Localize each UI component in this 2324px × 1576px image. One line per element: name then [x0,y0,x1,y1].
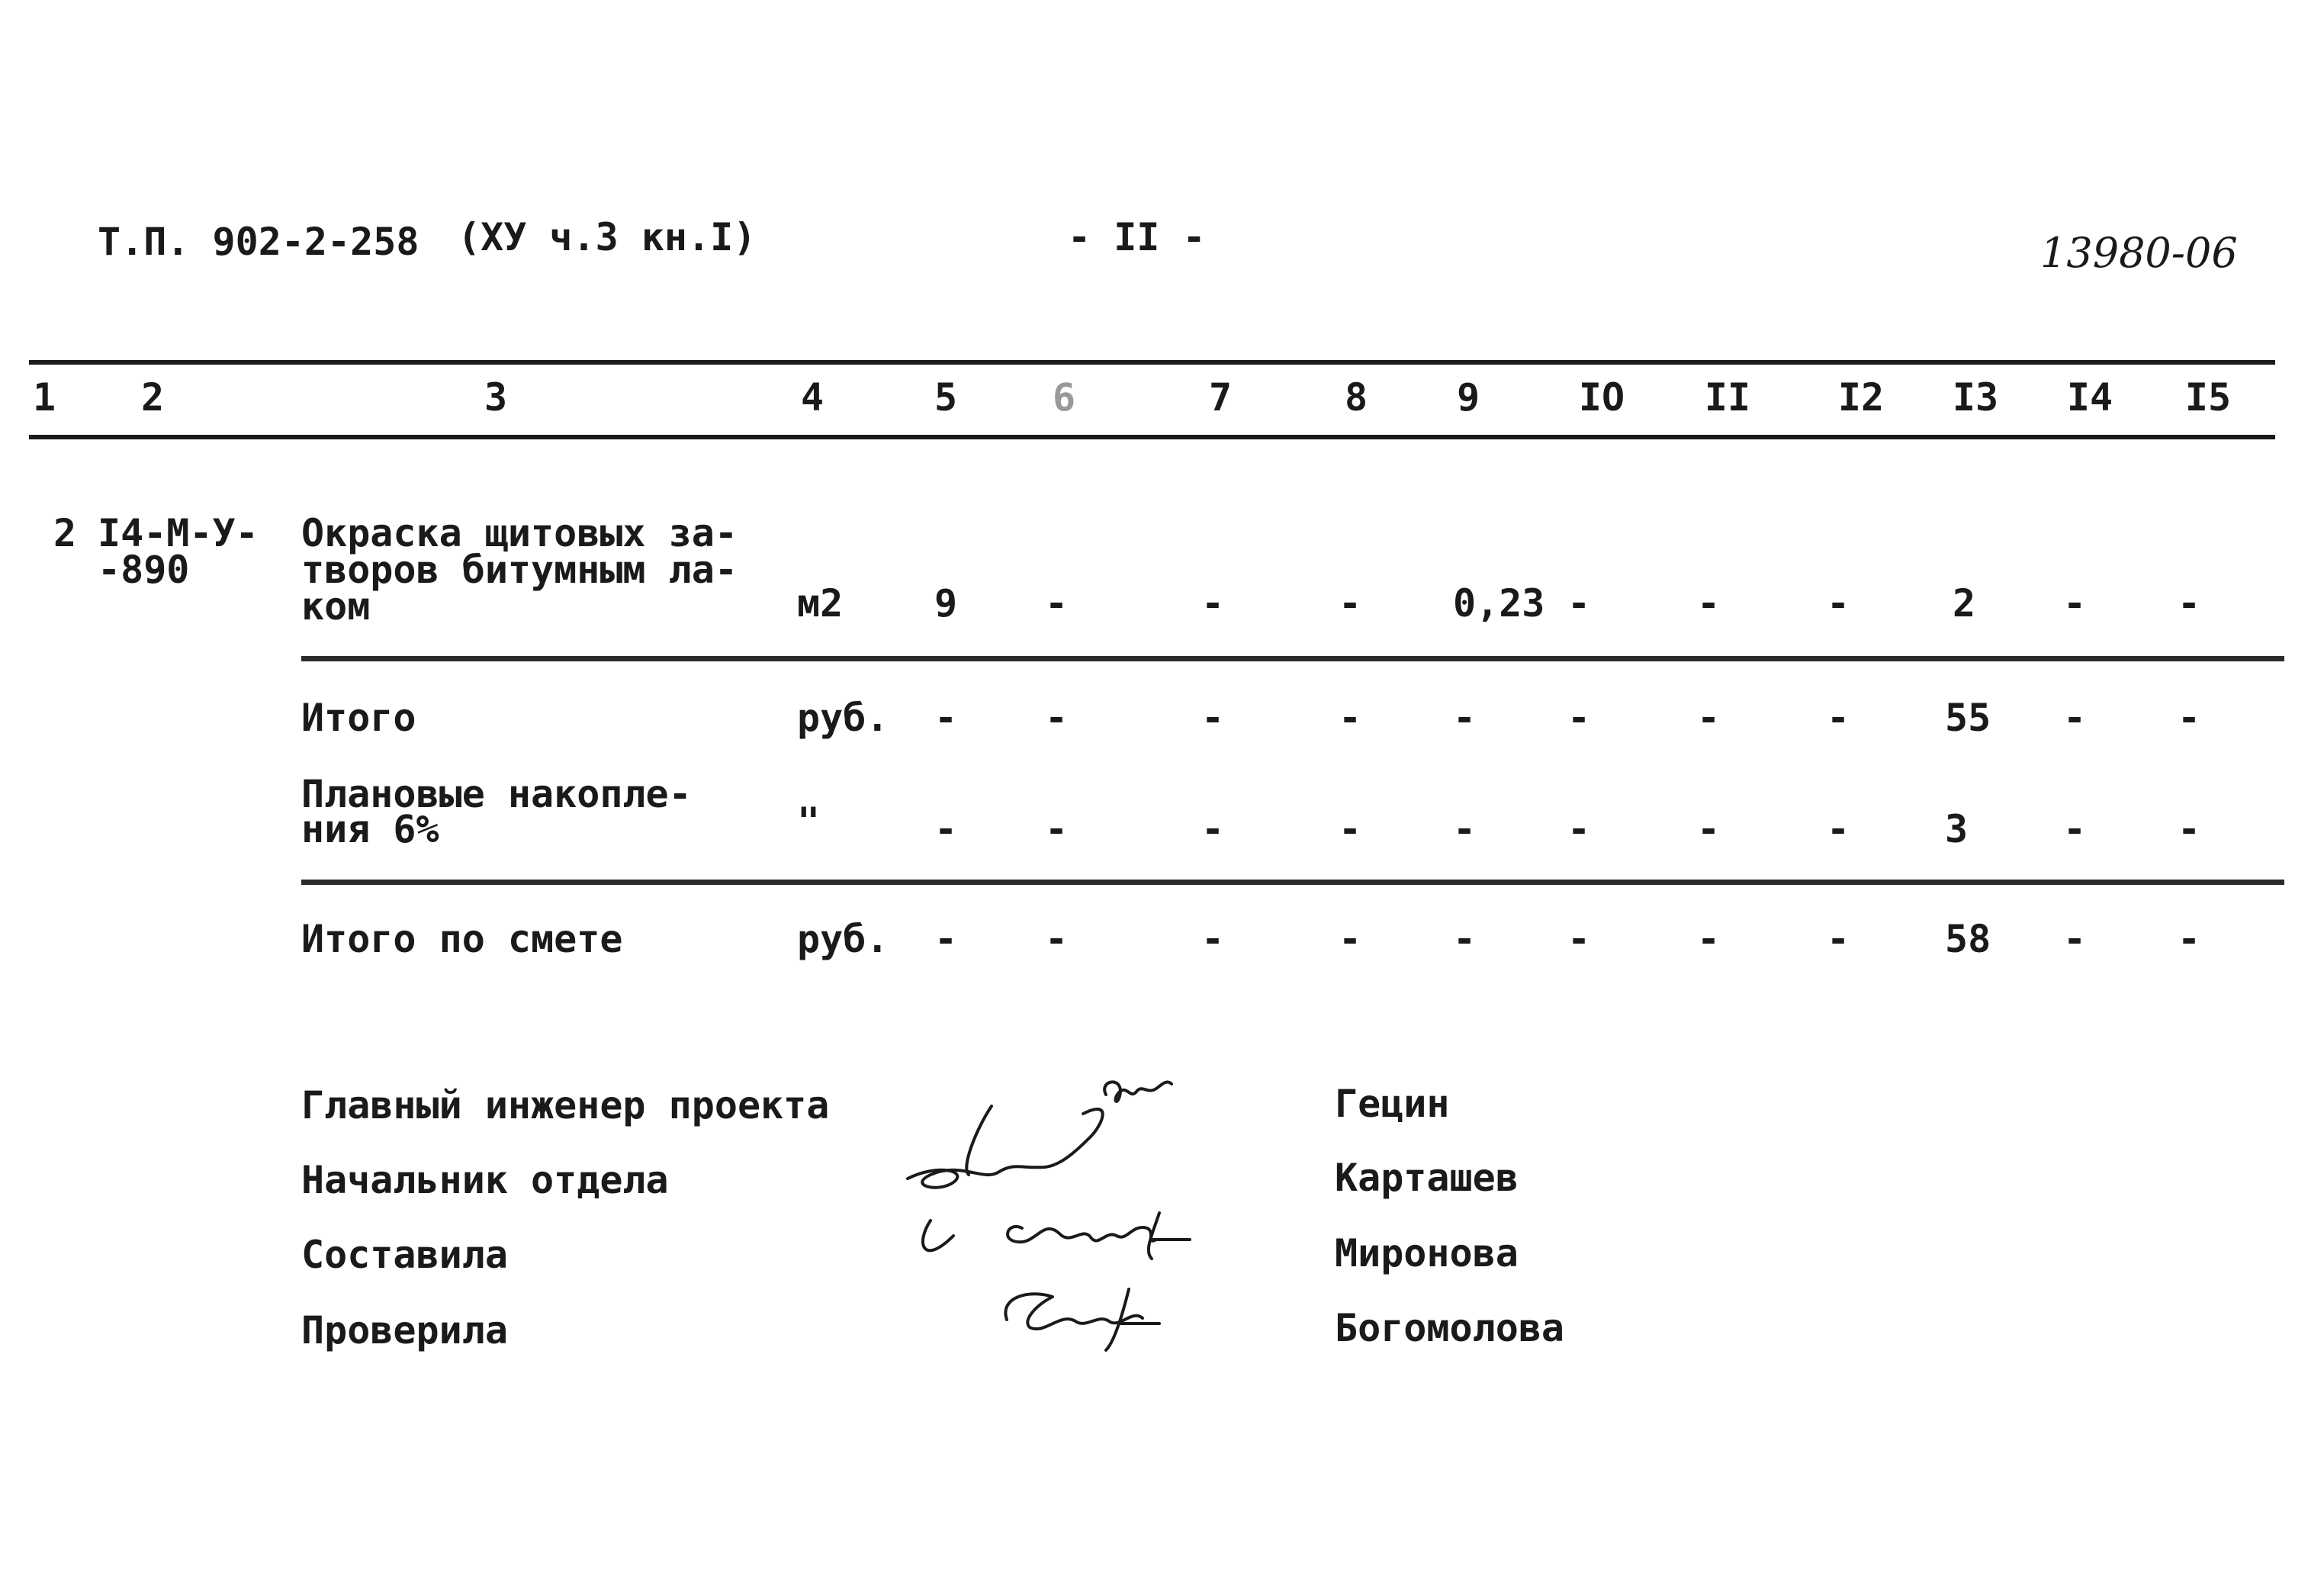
grand-total-col11: - [1696,917,1721,961]
signatory-role: Проверила [301,1308,508,1352]
total-col9: - [1452,696,1477,740]
signatory-name: Миронова [1335,1231,1519,1275]
signatory-name: Карташев [1335,1156,1519,1200]
grand-total-col7: - [1201,917,1225,961]
item-col14: - [2062,581,2087,626]
total-col14: - [2062,696,2087,740]
grand-total-col6: - [1044,917,1069,961]
grand-total-col5: - [934,917,958,961]
signatory-name: Богомолова [1335,1306,1565,1350]
table-divider-rule [301,880,2284,885]
column-header-7: 7 [1208,375,1233,420]
inventory-number: 13980-06 [2040,229,2238,277]
column-header-10: IO [1578,375,1625,420]
item-number: 2 [53,511,77,555]
grand-total-col12: - [1826,917,1850,961]
column-header-14: I4 [2066,375,2113,420]
total-col10: - [1567,696,1591,740]
item-col6: - [1044,581,1069,626]
planned-col14: - [2062,807,2087,851]
column-header-15: I5 [2184,375,2232,420]
item-description-line3: ком [301,584,371,629]
total-col12: - [1826,696,1850,740]
item-col15: - [2177,581,2201,626]
item-description-line2: творов битумным ла- [301,548,738,592]
total-label: Итого [301,696,416,740]
total-unit: руб. [797,696,889,740]
column-header-4: 4 [800,375,824,420]
signatory-role: Составила [301,1233,508,1277]
item-unit: м2 [797,581,844,626]
total-col8: - [1338,696,1362,740]
item-code-line2: -890 [98,548,190,592]
column-header-13: I3 [1952,375,1999,420]
planned-col7: - [1201,807,1225,851]
item-col11: - [1696,581,1721,626]
item-col13: 2 [1953,581,1976,626]
planned-col6: - [1044,807,1069,851]
total-col5: - [934,696,958,740]
table-header-rule [29,435,2275,439]
item-col9: 0,23 [1453,581,1545,626]
column-header-11: II [1704,375,1751,420]
total-col13: 55 [1945,696,1991,740]
grand-total-col10: - [1567,917,1591,961]
item-col7: - [1201,581,1225,626]
signatory-name: Гецин [1335,1082,1450,1126]
page-number: - II - [1068,215,1206,259]
item-col8: - [1338,581,1362,626]
signature-4 [1005,1289,1159,1350]
planned-col12: - [1826,807,1850,851]
planned-col15: - [2177,807,2201,851]
document-code: Т.П. 902-2-258 [98,220,419,264]
column-header-8: 8 [1344,375,1368,420]
grand-total-label: Итого по смете [301,917,623,961]
handwritten-signatures [900,1060,1297,1381]
column-header-5: 5 [934,375,958,420]
column-header-3: 3 [484,375,508,420]
item-col10: - [1567,581,1591,626]
grand-total-unit: руб. [797,917,889,961]
table-divider-rule [301,656,2284,661]
grand-total-col8: - [1338,917,1362,961]
total-col7: - [1201,696,1225,740]
signatory-role: Главный инженер проекта [301,1083,830,1127]
document-section: (ХУ ч.3 кн.I) [458,215,757,259]
grand-total-col15: - [2177,917,2201,961]
column-header-12: I2 [1837,375,1885,420]
column-header-2: 2 [140,375,165,420]
planned-col5: - [934,807,958,851]
planned-col11: - [1696,807,1721,851]
planned-col13: 3 [1945,807,1969,851]
signature-3 [1008,1213,1190,1259]
table-top-rule [29,360,2275,365]
grand-total-col14: - [2062,917,2087,961]
planned-label-line2: ния 6% [301,807,439,851]
signature-2 [908,1106,1103,1250]
column-header-6: 6 [1052,375,1076,420]
total-col6: - [1044,696,1069,740]
item-description-line1: Окраска щитовых за- [301,511,738,555]
grand-total-col13: 58 [1945,917,1991,961]
signature-1 [1104,1082,1172,1102]
planned-col10: - [1567,807,1591,851]
planned-label-line1: Плановые накопле- [301,772,692,816]
column-header-1: 1 [32,375,56,420]
item-code-line1: I4-М-У- [98,511,259,555]
total-col15: - [2177,696,2201,740]
signatory-role: Начальник отдела [301,1158,669,1202]
total-col11: - [1696,696,1721,740]
grand-total-col9: - [1452,917,1477,961]
item-col12: - [1826,581,1850,626]
planned-unit: " [797,799,821,844]
column-header-9: 9 [1456,375,1480,420]
planned-col8: - [1338,807,1362,851]
planned-col9: - [1452,807,1477,851]
item-quantity: 9 [934,581,958,626]
